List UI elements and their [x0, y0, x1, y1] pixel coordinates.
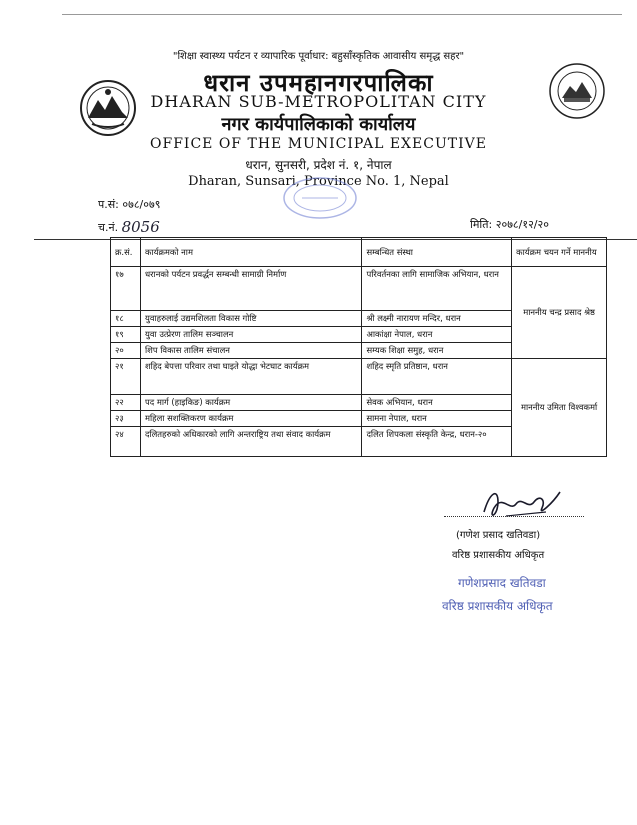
row-program: युवाहरुलाई उद्यमशिलता विकास गोष्टि [140, 311, 361, 327]
letter-date [470, 217, 549, 232]
top-scan-edge [62, 14, 622, 15]
address-np: धरान, सुनसरी, प्रदेश नं. १, नेपाल [245, 158, 392, 172]
row-serial: २३ [111, 411, 141, 427]
row-program: युवा उत्प्रेरण तालिम सञ्चालन [140, 327, 361, 343]
row-organization: सामना नेपाल, धरान [362, 411, 512, 427]
office-name-np: नगर कार्यपालिकाको कार्यालय [221, 114, 416, 135]
row-serial: २१ [111, 359, 141, 395]
table-header-row [111, 238, 607, 267]
signatory-name: (गणेश प्रसाद खतिवडा) [456, 530, 541, 541]
date-label: मिति: [470, 218, 493, 231]
row-program: शिप विकास तालिम संचालन [140, 343, 361, 359]
table-row [111, 267, 607, 311]
row-serial: २२ [111, 395, 141, 411]
responsible-member: माननीय उमिता विश्वकर्मा [512, 359, 607, 457]
seal-stamp-post: वरिष्ठ प्रशासकीय अधिकृत [442, 599, 553, 613]
row-serial: १८ [111, 311, 141, 327]
row-program: पद मार्ग (हाइकिङ) कार्यक्रम [140, 395, 361, 411]
office-stamp-icon [280, 174, 360, 222]
row-program: दलितहरुको अधिकारको लागि अन्तराष्ट्रिय तथा संवाद कार्यक्रम [140, 427, 361, 457]
row-organization: सम्यक शिक्षा समुह, धरान [362, 343, 512, 359]
col-program: कार्यक्रमको नाम [140, 238, 361, 267]
municipality-name-en: DHARAN SUB-METROPOLITAN CITY [150, 92, 487, 111]
office-name-en: OFFICE OF THE MUNICIPAL EXECUTIVE [150, 136, 487, 152]
row-serial: १९ [111, 327, 141, 343]
row-organization: आकांक्षा नेपाल, धरान [362, 327, 512, 343]
col-organization: सम्बन्धित संस्था [362, 238, 512, 267]
cn-label: च.नं. [98, 221, 119, 234]
signatory-post: वरिष्ठ प्रशासकीय अधिकृत [452, 550, 545, 561]
address-en: Dharan, Sunsari, Province No. 1, Nepal [188, 174, 449, 189]
motto: "शिक्षा स्वास्थ्य पर्यटन र व्यापारिक पूर्वाधार: बहुसाँस्कृतिक आवासीय समृद्ध सहर" [172, 51, 465, 62]
row-organization: दलित शिपकला संस्कृति केन्द्र, धरान-२० [362, 427, 512, 457]
program-table [110, 237, 607, 457]
table-row [111, 359, 607, 395]
cn-value: 8056 [121, 218, 160, 236]
responsible-member: माननीय चन्द्र प्रसाद श्रेष्ठ [512, 267, 607, 359]
row-organization: श्री लक्ष्मी नारायण मन्दिर, धरान [362, 311, 512, 327]
seal-stamp-name: गणेशप्रसाद खतिवडा [458, 576, 546, 590]
row-organization: परिवर्तनका लागि सामाजिक अभियान, धरान [362, 267, 512, 311]
reference-ps [98, 197, 160, 212]
reference-cn [98, 217, 160, 235]
row-serial: १७ [111, 267, 141, 311]
row-program: शहिद बेपत्ता परिवार तथा घाइते योद्धा भेटघाट कार्यक्रम [140, 359, 361, 395]
signature-line [444, 516, 584, 517]
row-serial: २४ [111, 427, 141, 457]
row-program: धरानको पर्यटन प्रवर्द्धन सम्बन्धी सामाग्री निर्माण [140, 267, 361, 311]
ps-value: ०७८/०७९ [122, 198, 161, 211]
col-responsible: कार्यक्रम चयन गर्ने माननीय [512, 238, 607, 267]
row-organization: शहिद स्मृति प्रतिष्ठान, धरान [362, 359, 512, 395]
row-serial: २० [111, 343, 141, 359]
handwritten-signature-icon [476, 482, 568, 528]
col-serial: क्र.सं. [111, 238, 141, 267]
ps-label: प.सं: [98, 198, 119, 211]
municipality-name-np: धरान उपमहानगरपालिका [203, 69, 434, 97]
row-program: महिला सशक्तिकरण कार्यक्रम [140, 411, 361, 427]
date-value: २०७८/१२/२० [495, 218, 549, 231]
row-organization: सेवक अभियान, धरान [362, 395, 512, 411]
